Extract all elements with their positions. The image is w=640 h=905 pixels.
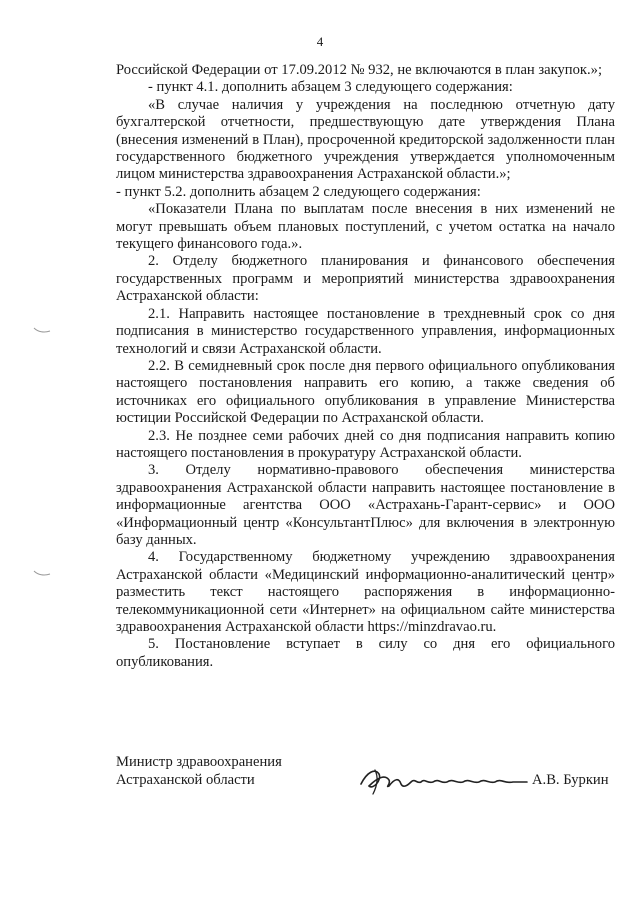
paragraph: 2.1. Направить настоящее постановление в трехдневный срок со дня подписания в министерство государственного управления, информационных технологий и связи Астраханской области. <box>116 305 615 357</box>
paragraph: 2. Отделу бюджетного планирования и финансового обеспечения государственных программ и мероприятий министерства здравоохранения Астраханской области: <box>116 253 615 305</box>
signatory-title <box>116 753 282 789</box>
paragraph: Российской Федерации от 17.09.2012 № 932, не включаются в план закупок.»; <box>116 62 603 78</box>
page-number: 4 <box>316 34 324 49</box>
paragraph: 4. Государственному бюджетному учреждению здравоохранения Астраханской области «Медицинский информационно-аналитический центр» разместить текст настоящего распоряжения в информационно-телекоммуникационной сети «Интернет» на официальном сайте министерства здравоохранения Астраханской области https://minzdravao.ru. <box>116 549 615 635</box>
signatory-title-line2: Астраханской области <box>116 772 255 788</box>
paragraph: 2.3. Не позднее семи рабочих дней со дня подписания направить копию настоящего постановления в прокуратуру Астраханской области. <box>116 427 615 461</box>
paragraph: 2.2. В семидневный срок после дня первого официального опубликования настоящего постановления направить его копию, а также сведения об источниках его официального опубликования в управление Министерства юстиции Российской Федерации по Астраханской области. <box>116 357 615 427</box>
paragraph: 3. Отделу нормативно-правового обеспечения министерства здравоохранения Астраханской области направить настоящее постановление в информационные агентства ООО «Астрахань-Гарант-сервис» и ООО «Информационный центр «КонсультантПлюс» для включения в электронную базу данных. <box>116 462 615 548</box>
paragraph: - пункт 5.2. дополнить абзацем 2 следующего содержания: <box>116 183 481 200</box>
signatory-name: А.В. Буркин <box>532 772 609 788</box>
paragraph: 5. Постановление вступает в силу со дня его официального опубликования. <box>116 636 615 670</box>
signatory-title-line1: Министр здравоохранения <box>116 754 282 770</box>
paragraph: - пункт 4.1. дополнить абзацем 3 следующего содержания: <box>148 79 513 96</box>
paragraph: «В случае наличия у учреждения на последнюю отчетную дату бухгалтерской отчетности, предшествующую дате утверждения Плана (внесения изменений в План), просроченной кредиторской задолженности план государственного бюджетного учреждения утверждается уполномоченным лицом министерства здравоохранения Астраханской области.»; <box>116 96 615 183</box>
paragraph: «Показатели Плана по выплатам после внесения в них изменений не могут превышать объем плановых поступлений, с учетом остатка на начало текущего финансового года.». <box>116 201 615 253</box>
margin-scan-mark <box>32 325 52 335</box>
document-body <box>116 62 615 671</box>
margin-scan-mark <box>32 568 52 578</box>
